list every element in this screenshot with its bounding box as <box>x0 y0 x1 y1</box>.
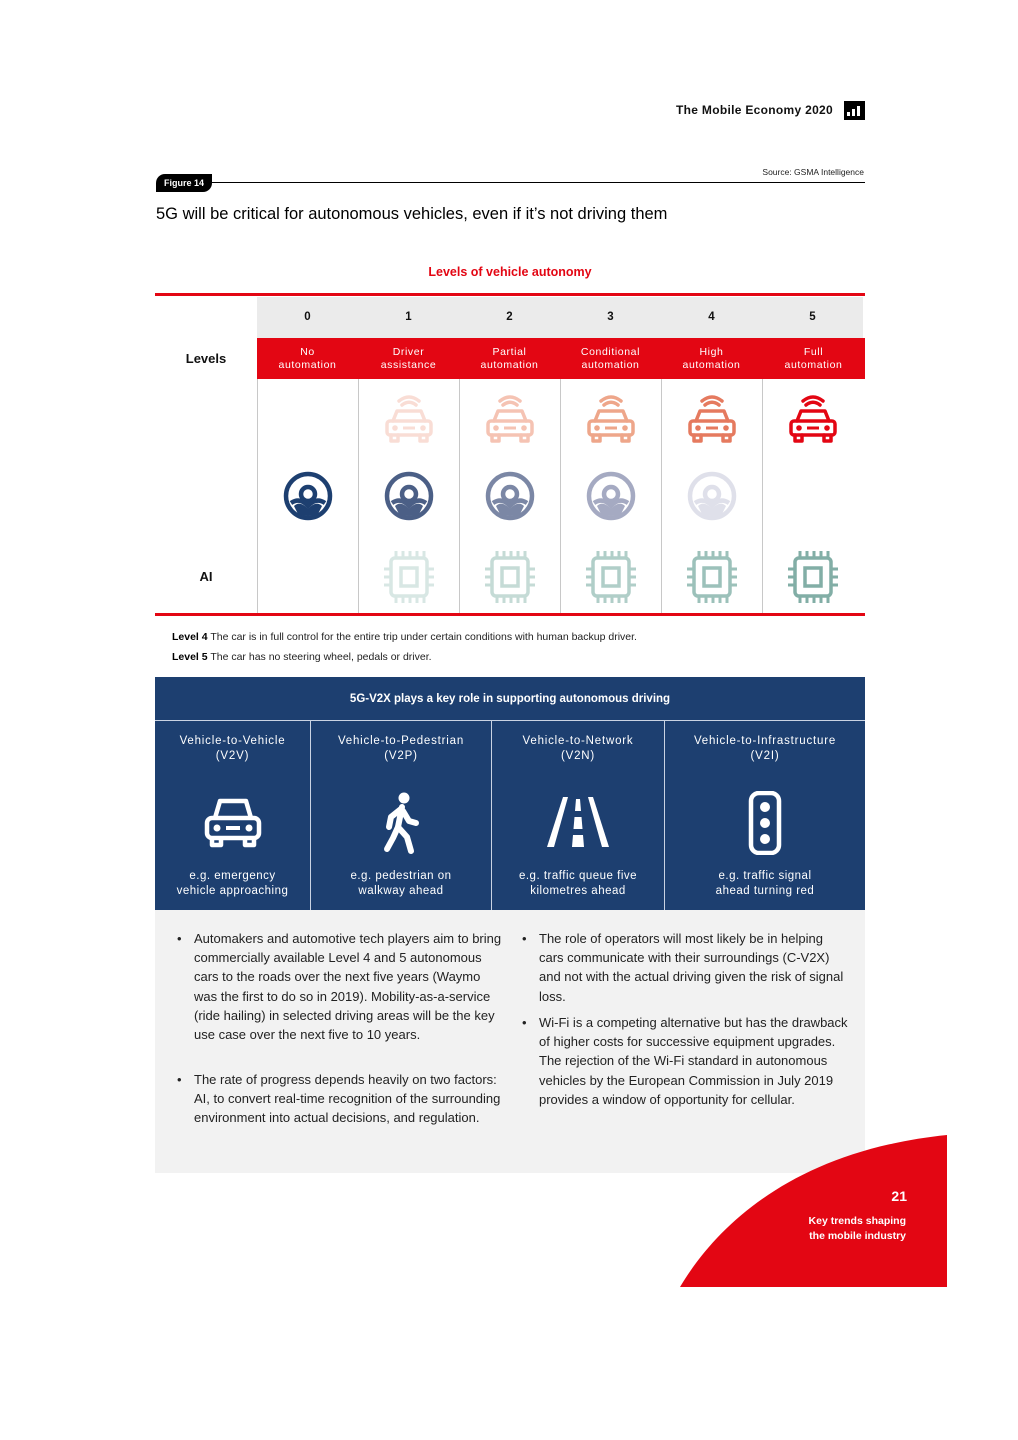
note-text: The car has no steering wheel, pedals or driver. <box>207 651 432 663</box>
bullet-item: • Wi-Fi is a competing alternative but has the drawback of higher costs for successive equipment upgrades. The rejection of the Wi-Fi standard in autonomous vehicles by the European Commission in July 2019 provides a window of opportunity for cellular. <box>519 1013 849 1109</box>
note-text: The car is in full control for the entire trip under certain conditions with human backup driver. <box>207 631 637 643</box>
note-label: Level 5 <box>172 651 208 663</box>
v2x-example: e.g. traffic queue five kilometres ahead <box>518 870 638 897</box>
bullet-item: • The rate of progress depends heavily on two factors: AI, to convert real-time recognition of the surrounding environment into actual decisions, and regulation. <box>174 1070 504 1128</box>
level-number: 0 <box>257 297 358 338</box>
level-number: 2 <box>459 297 560 338</box>
level-name: High automation <box>661 338 762 379</box>
level-number: 3 <box>560 297 661 338</box>
report-title: The Mobile Economy 2020 <box>676 103 833 117</box>
level-name: Conditional automation <box>560 338 661 379</box>
page-number: 21 <box>891 1188 907 1204</box>
v2x-name: Vehicle-to-Network (V2N) <box>522 735 634 762</box>
level-name: Driver assistance <box>358 338 459 379</box>
level-name: Full automation <box>762 338 865 379</box>
level-name: No automation <box>257 338 358 379</box>
level-number: 4 <box>661 297 762 338</box>
v2x-name: Vehicle-to-Vehicle (V2V) <box>179 735 286 762</box>
v2x-example: e.g. emergency vehicle approaching <box>176 870 289 897</box>
figure-source: Source: GSMA Intelligence <box>762 167 864 177</box>
ai-row-label: AI <box>199 569 213 584</box>
v2x-name: Vehicle-to-Pedestrian (V2P) <box>337 735 465 762</box>
level-name: Partial automation <box>459 338 560 379</box>
level-number: 1 <box>358 297 459 338</box>
bullet-item: • Automakers and automotive tech players aim to bring commercially available Level 4 and 5 autonomous cars to the roads over the next five years (Waymo was the first to do so in 2019). Mobility-as-a-service (ride hailing) in selected driving areas will be the key use case over the next five to 10 years. <box>174 929 504 1044</box>
figure-tag: Figure 14 <box>156 174 212 192</box>
note-label: Level 4 <box>172 631 208 643</box>
bullet-item: • The role of operators will most likely be in helping cars communicate with their surroundings (C-V2X) and not with the actual driving given the risk of signal loss. <box>519 929 849 1006</box>
levels-heading: Levels of vehicle autonomy <box>428 265 592 279</box>
v2x-example: e.g. pedestrian on walkway ahead <box>350 870 452 897</box>
levels-row-label: Levels <box>185 351 227 366</box>
v2x-heading: 5G-V2X plays a key role in supporting autonomous driving <box>155 677 865 721</box>
level-number: 5 <box>762 297 863 338</box>
v2x-name: Vehicle-to-Infrastructure (V2I) <box>693 735 837 762</box>
v2x-example: e.g. traffic signal ahead turning red <box>715 870 815 897</box>
section-name: Key trends shaping the mobile industry <box>808 1215 906 1242</box>
figure-title: 5G will be critical for autonomous vehicles, even if it’s not driving them <box>156 205 668 223</box>
